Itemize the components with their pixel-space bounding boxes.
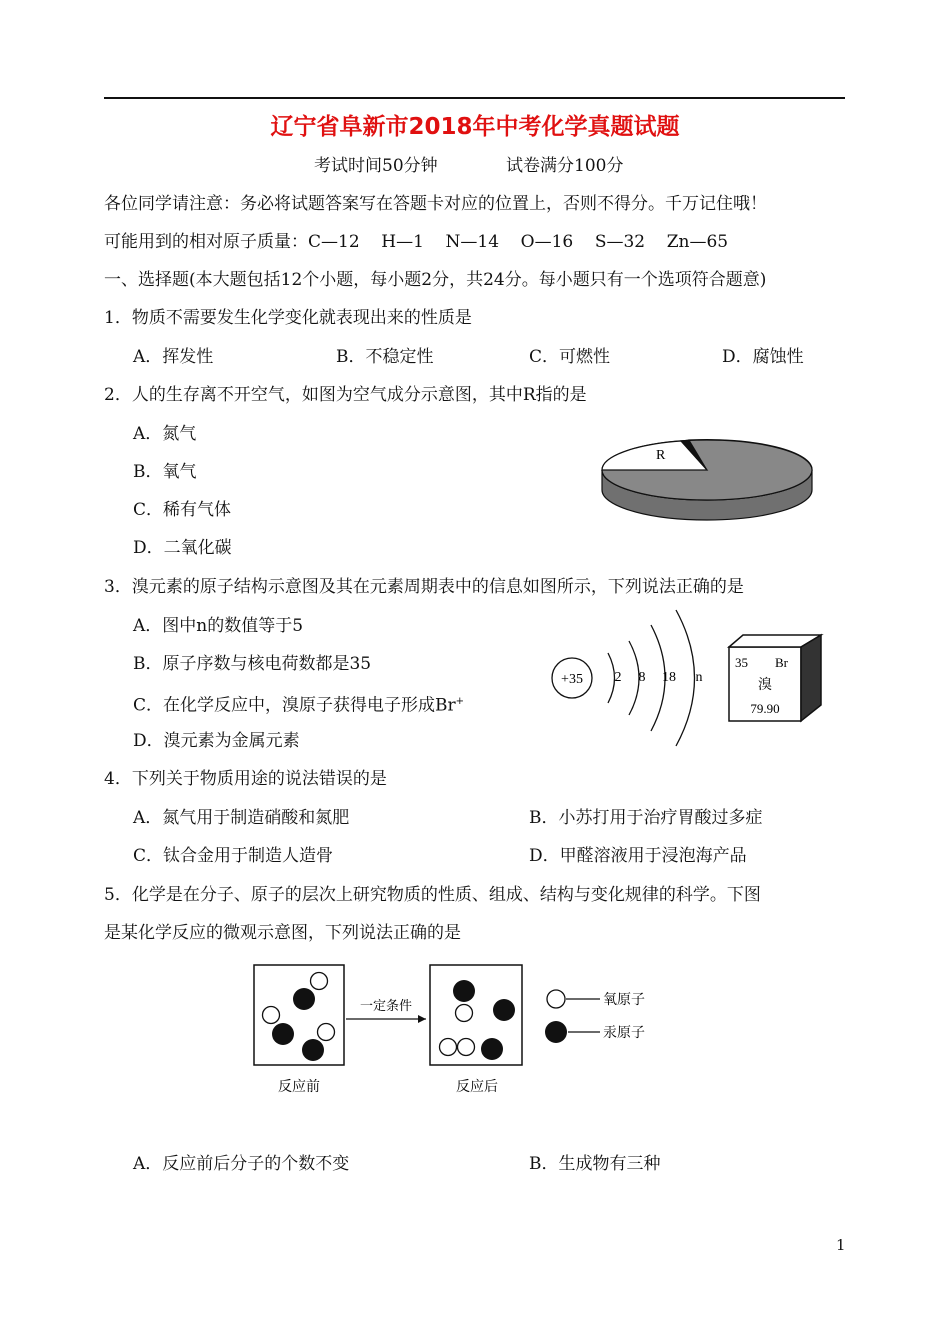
pie-label-r: R <box>656 448 666 463</box>
question-5-stem-line2: 是某化学反应的微观示意图，下列说法正确的是 <box>104 923 461 943</box>
q4-option-b: B．小苏打用于治疗胃酸过多症 <box>529 808 763 828</box>
q3-option-b: B．原子序数与核电荷数都是35 <box>133 654 372 674</box>
q4-option-d: D．甲醛溶液用于浸泡海产品 <box>529 846 747 866</box>
shell-arc-2 <box>629 641 639 715</box>
q2-option-d: D．二氧化碳 <box>133 538 232 558</box>
q2-option-a: A．氮气 <box>133 424 197 444</box>
before-label: 反应前 <box>278 1079 320 1095</box>
oxygen-atom <box>263 1007 280 1024</box>
mercury-atom <box>293 988 315 1010</box>
periodic-table-cell <box>727 633 823 723</box>
mercury-atom <box>453 980 475 1002</box>
q4-option-a: A．氮气用于制造硝酸和氮肥 <box>133 808 350 828</box>
q3-option-d: D．溴元素为金属元素 <box>133 731 300 751</box>
page-number: 1 <box>836 1236 846 1254</box>
mercury-atom <box>493 999 515 1021</box>
q5-option-a: A．反应前后分子的个数不变 <box>133 1154 350 1174</box>
atomic-mass-text: 可能用到的相对原子质量：C—12 H—1 N—14 O—16 S—32 Zn—65 <box>104 232 729 252</box>
shell-count-4: n <box>695 670 703 685</box>
exam-time: 考试时间50分钟 <box>314 156 438 176</box>
question-1-stem: 1．物质不需要发生化学变化就表现出来的性质是 <box>104 308 472 328</box>
legend-mercury-symbol <box>545 1021 567 1043</box>
oxygen-atom <box>456 1005 473 1022</box>
question-4-stem: 4．下列关于物质用途的说法错误的是 <box>104 769 387 789</box>
section-heading: 一、选择题(本大题包括12个小题，每小题2分，共24分。每小题只有一个选项符合题意) <box>104 270 767 290</box>
shell-arc-4 <box>676 610 695 746</box>
notice-text: 各位同学请注意：务必将试题答案写在答题卡对应的位置上，否则不得分。千万记住哦！ <box>104 194 767 214</box>
air-composition-pie <box>598 428 816 524</box>
exam-title: 辽宁省阜新市2018年中考化学真题试题 <box>270 114 680 140</box>
question-5-stem-line1: 5．化学是在分子、原子的层次上研究物质的性质、组成、结构与变化规律的科学。下图 <box>104 885 761 905</box>
q4-option-c: C．钛合金用于制造人造骨 <box>133 846 334 866</box>
mercury-atom <box>272 1023 294 1045</box>
q1-option-d: D．腐蚀性 <box>722 347 804 367</box>
q2-option-c: C．稀有气体 <box>133 500 232 520</box>
oxygen-atom <box>311 973 328 990</box>
question-2-stem: 2．人的生存离不开空气，如图为空气成分示意图，其中R指的是 <box>104 385 587 405</box>
shell-count-2: 8 <box>638 670 646 685</box>
q3-option-a: A．图中n的数值等于5 <box>133 616 304 636</box>
header-rule <box>104 97 845 99</box>
mercury-atom <box>302 1039 324 1061</box>
reaction-micro-diagram <box>250 962 670 1098</box>
exam-score: 试卷满分100分 <box>506 156 624 176</box>
shell-count-3: 18 <box>662 670 676 685</box>
q1-option-a: A．挥发性 <box>133 347 214 367</box>
q3-option-c: C．在化学反应中，溴原子获得电子形成Br+ <box>133 695 465 716</box>
bromine-atom-structure <box>545 608 715 748</box>
q2-option-b: B．氧气 <box>133 462 197 482</box>
legend-oxygen-symbol <box>547 990 565 1008</box>
oxygen-atom <box>458 1039 475 1056</box>
after-label: 反应后 <box>456 1079 498 1095</box>
question-3-stem: 3．溴元素的原子结构示意图及其在元素周期表中的信息如图所示，下列说法正确的是 <box>104 577 744 597</box>
element-name: 溴 <box>758 677 772 693</box>
arrow-condition-label: 一定条件 <box>359 999 413 1014</box>
element-mass: 79.90 <box>750 701 780 716</box>
q1-option-b: B．不稳定性 <box>336 347 434 367</box>
legend-mercury-label: 汞原子 <box>603 1025 645 1041</box>
element-number: 35 <box>735 655 748 670</box>
nucleus-charge: +35 <box>561 672 583 687</box>
shell-count-1: 2 <box>614 670 622 685</box>
oxygen-atom <box>318 1024 335 1041</box>
oxygen-atom <box>440 1039 457 1056</box>
legend-oxygen-label: 氧原子 <box>603 992 645 1008</box>
mercury-atom <box>481 1038 503 1060</box>
q5-option-b: B．生成物有三种 <box>529 1154 661 1174</box>
element-symbol: Br <box>775 655 788 670</box>
q1-option-c: C．可燃性 <box>529 347 611 367</box>
